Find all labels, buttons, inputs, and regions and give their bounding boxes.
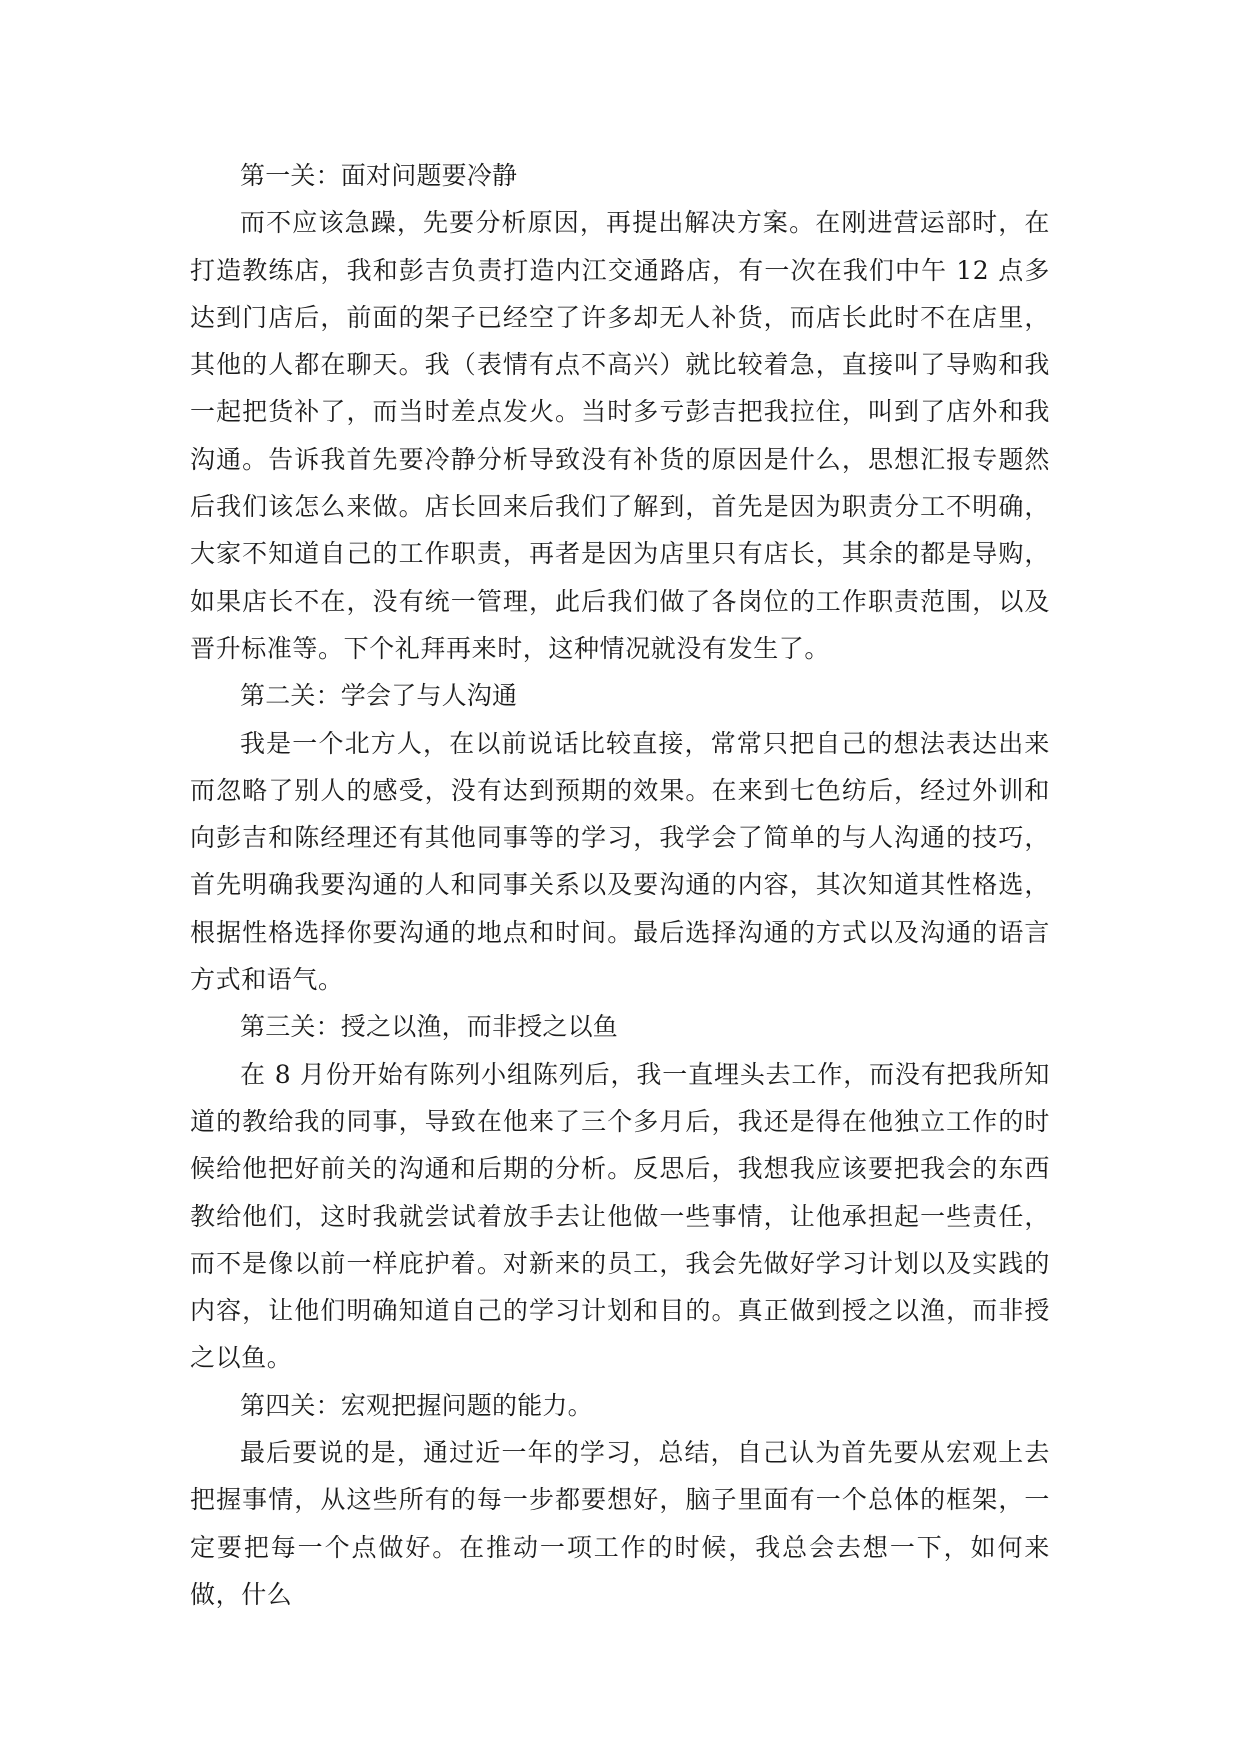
- section-paragraph-4: 最后要说的是，通过近一年的学习，总结，自己认为首先要从宏观上去把握事情，从这些所有的每一步都要想好，脑子里面有一个总体的框架，一定要把每一个点做好。在推动一项工作的时候，我总会去想一下，如何来做，什么: [190, 1438, 1050, 1609]
- section-paragraph-2: 我是一个北方人，在以前说话比较直接，常常只把自己的想法表达出来而忽略了别人的感受，没有达到预期的效果。在来到七色纺后，经过外训和向彭吉和陈经理还有其他同事等的学习，我学会了简单的与人沟通的技巧，首先明确我要沟通的人和同事关系以及要沟通的内容，其次知道其性格选，根据性格选择你要沟通的地点和时间。最后选择沟通的方式以及沟通的语言方式和语气。: [190, 728, 1050, 995]
- section-paragraph-1: 而不应该急躁，先要分析原因，再提出解决方案。在刚进营运部时，在打造教练店，我和彭吉负责打造内江交通路店，有一次在我们中午 12 点多达到门店后，前面的架子已经空了许多却无人补货，而店长此时不在店里，其他的人都在聊天。我（表情有点不高兴）就比较着急，直接叫了导购和我一起把货补了，而当时差点发火。当时多亏彭吉把我拉住，叫到了店外和我沟通。告诉我首先要冷静分析导致没有补货的原因是什么，思想汇报专题然后我们该怎么来做。店长回来后我们了解到，首先是因为职责分工不明确，大家不知道自己的工作职责，再者是因为店里只有店长，其余的都是导购，如果店长不在，没有统一管理，此后我们做了各岗位的工作职责范围，以及晋升标准等。下个礼拜再来时，这种情况就没有发生了。: [190, 208, 1050, 663]
- section-heading-4: 第四关：宏观把握问题的能力。: [240, 1390, 593, 1420]
- section-heading-2: 第二关：学会了与人沟通: [240, 681, 518, 711]
- document-body: [190, 152, 1050, 1618]
- section-paragraph-3: 在 8 月份开始有陈列小组陈列后，我一直埋头去工作，而没有把我所知道的教给我的同事，导致在他来了三个多月后，我还是得在他独立工作的时候给他把好前关的沟通和后期的分析。反思后，我想我应该要把我会的东西教给他们，这时我就尝试着放手去让他做一些事情，让他承担起一些责任，而不是像以前一样庇护着。对新来的员工，我会先做好学习计划以及实践的内容，让他们明确知道自己的学习计划和目的。真正做到授之以渔，而非授之以鱼。: [190, 1059, 1050, 1373]
- section-heading-3: 第三关：授之以渔，而非授之以鱼: [240, 1012, 619, 1042]
- section-heading-1: 第一关：面对问题要冷静: [240, 161, 518, 190]
